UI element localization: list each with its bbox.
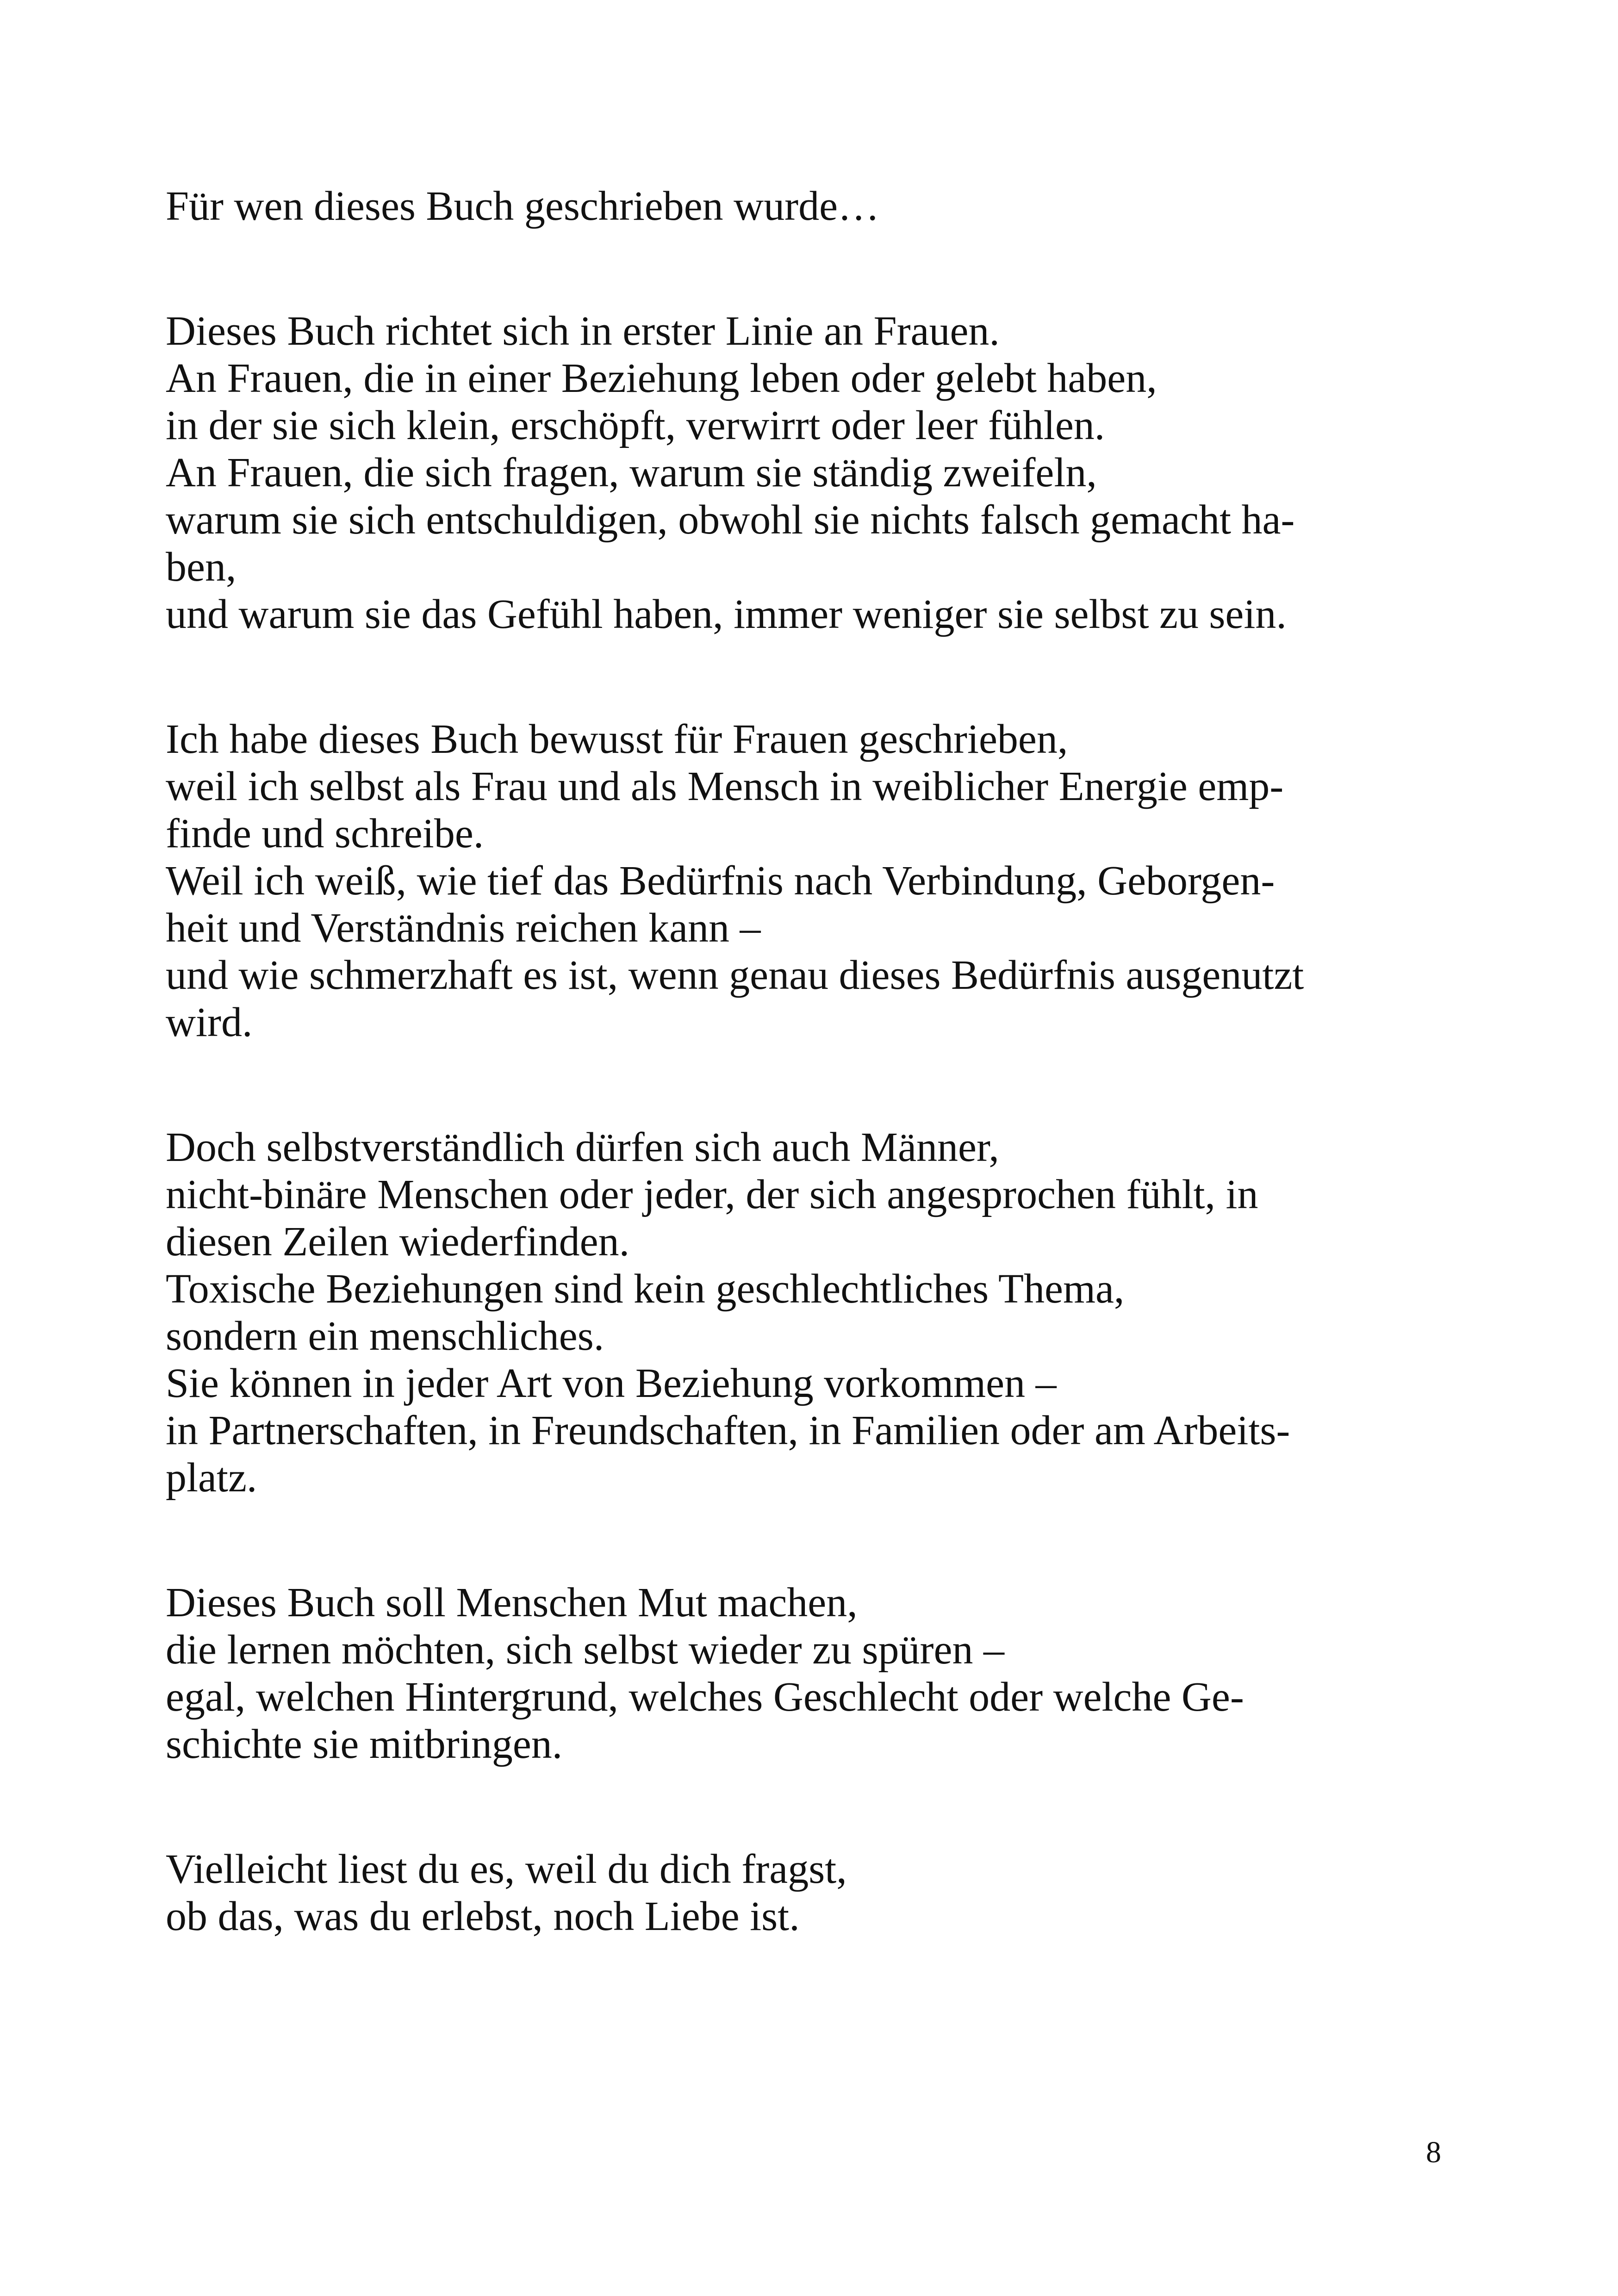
text-line: die lernen möchten, sich selbst wieder zu spüren – [166, 1627, 1004, 1673]
paragraph-spacer [166, 230, 1457, 308]
text-line: Weil ich weiß, wie tief das Bedürfnis nach Verbindung, Geborgen- [166, 858, 1275, 904]
paragraph-1 [166, 308, 1457, 638]
text-line: und wie schmerzhaft es ist, wenn genau dieses Bedürfnis ausgenutzt [166, 952, 1304, 998]
text-line: warum sie sich entschuldigen, obwohl sie nichts falsch gemacht ha- [166, 497, 1295, 543]
paragraph-3 [166, 1124, 1457, 1502]
text-line: An Frauen, die sich fragen, warum sie ständig zweifeln, [166, 450, 1097, 496]
text-line: nicht-binäre Menschen oder jeder, der sich angesprochen fühlt, in [166, 1172, 1258, 1217]
paragraph-4 [166, 1579, 1457, 1768]
section-heading: Für wen dieses Buch geschrieben wurde… [166, 183, 880, 229]
text-line: heit und Verständnis reichen kann – [166, 905, 761, 951]
text-line: weil ich selbst als Frau und als Mensch in weiblicher Energie emp- [166, 763, 1284, 809]
text-line: ben, [166, 544, 236, 590]
text-line: und warum sie das Gefühl haben, immer weniger sie selbst zu sein. [166, 591, 1287, 637]
page-number: 8 [1426, 2135, 1441, 2169]
paragraph-spacer [166, 1046, 1457, 1124]
text-line: diesen Zeilen wiederfinden. [166, 1219, 630, 1265]
body-text [166, 183, 1457, 1940]
text-line: platz. [166, 1455, 257, 1501]
text-line: An Frauen, die in einer Beziehung leben oder gelebt haben, [166, 355, 1157, 401]
text-line: Toxische Beziehungen sind kein geschlechtliches Thema, [166, 1266, 1125, 1312]
paragraph-5 [166, 1846, 1457, 1940]
paragraph-spacer [166, 1502, 1457, 1579]
text-line: schichte sie mitbringen. [166, 1721, 563, 1767]
text-line: Dieses Buch richtet sich in erster Linie an Frauen. [166, 308, 1000, 354]
text-line: wird. [166, 999, 253, 1045]
text-line: egal, welchen Hintergrund, welches Geschlecht oder welche Ge- [166, 1674, 1244, 1720]
paragraph-spacer [166, 1768, 1457, 1846]
text-line: Ich habe dieses Buch bewusst für Frauen geschrieben, [166, 716, 1068, 762]
text-line: ob das, was du erlebst, noch Liebe ist. [166, 1893, 800, 1939]
paragraph-spacer [166, 638, 1457, 716]
text-line: sondern ein menschliches. [166, 1313, 604, 1359]
text-line: Dieses Buch soll Menschen Mut machen, [166, 1580, 858, 1626]
text-line: finde und schreibe. [166, 811, 484, 856]
text-line: Sie können in jeder Art von Beziehung vorkommen – [166, 1360, 1057, 1406]
text-line: in Partnerschaften, in Freundschaften, in Familien oder am Arbeits- [166, 1408, 1290, 1453]
text-line: Vielleicht liest du es, weil du dich fragst, [166, 1846, 847, 1892]
text-line: in der sie sich klein, erschöpft, verwirrt oder leer fühlen. [166, 403, 1105, 448]
paragraph-2 [166, 716, 1457, 1046]
text-line: Doch selbstverständlich dürfen sich auch Männer, [166, 1124, 999, 1170]
